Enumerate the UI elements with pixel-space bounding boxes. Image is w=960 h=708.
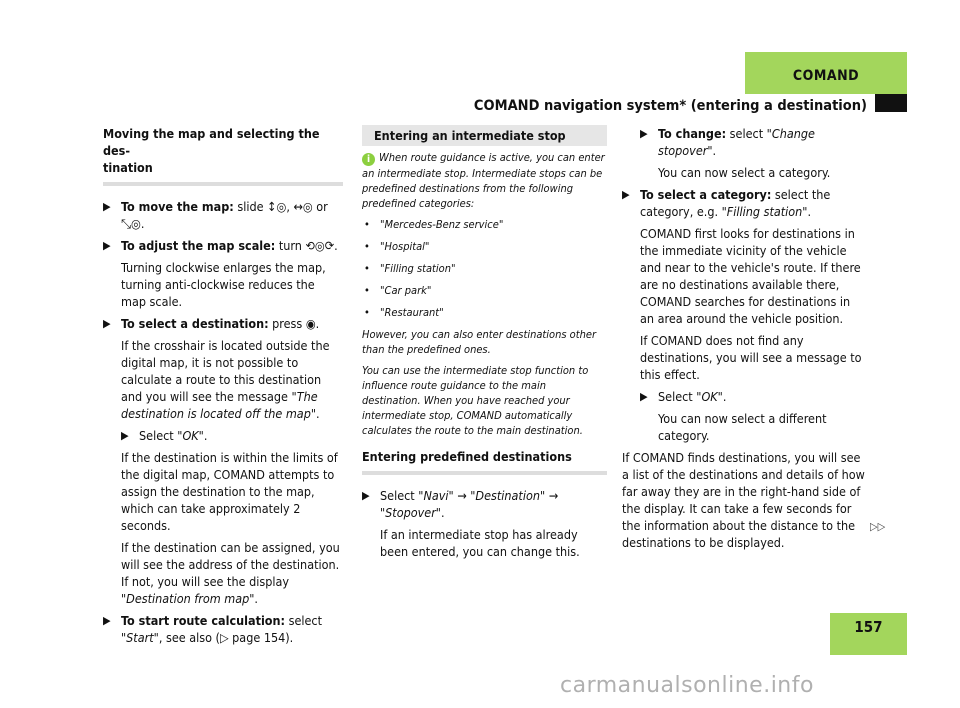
step-adjust-scale <box>103 237 343 254</box>
step-text: select the category, e.g. <box>640 187 831 219</box>
substep-value: "OK" <box>177 428 204 443</box>
step-label: To adjust the map scale: <box>121 238 276 253</box>
step-value: "Navi" → "Destination" → "Stopover" <box>380 488 559 520</box>
step-value: "Filling station" <box>721 204 808 219</box>
arrow-bullet-icon: ▶ <box>103 614 111 627</box>
section-heading <box>103 125 343 176</box>
heading-line-2: tination <box>103 160 153 175</box>
header-marker <box>875 94 907 112</box>
info-note <box>362 150 607 211</box>
step-move-map <box>103 198 343 232</box>
note-paragraph: You can use the intermediate stop function to influence route guidance to the main destination. When you have reached your intermediate stop, COMAND automatically calculates the route to the main destination. <box>362 364 589 437</box>
step-text: slide ↕◎, ↔◎ or ⤡◎. <box>121 199 328 231</box>
arrow-bullet-icon: ▶ <box>103 239 111 252</box>
arrow-bullet-icon: ▶ <box>640 127 648 140</box>
divider <box>362 471 607 475</box>
substep-select-ok: ▶ Select "OK". <box>640 389 727 404</box>
step-text: turn ⟲◎⟳. <box>275 238 338 253</box>
page-subtitle: COMAND navigation system* (entering a destination) <box>473 98 867 114</box>
column-3 <box>622 125 867 551</box>
list-item: • "Filling station" <box>362 261 607 276</box>
message-text: "The destination is located off the map" <box>121 389 318 421</box>
list-item: • "Restaurant" <box>362 305 607 320</box>
step-value: "Change stopover" <box>658 126 815 158</box>
step-label: To start route calculation: <box>121 613 286 628</box>
paragraph: If the destination can be assigned, you will see the address of the destination. If not, you will see the display "Destination from map". <box>121 540 340 606</box>
note-paragraph: However, you can also enter destinations other than the predefined ones. <box>362 328 597 356</box>
arrow-bullet-icon: ▶ <box>640 390 648 403</box>
substep-text: Select <box>139 428 178 443</box>
arrow-bullet-icon: ▶ <box>622 188 630 201</box>
paragraph: COMAND first looks for destinations in the immediate vicinity of the vehicle and near to the vehicle's route. If there are no destinations available there, COMAND searches for destinations in an area around the vehicle position. <box>640 226 861 326</box>
divider <box>103 182 343 186</box>
substep-change: ▶ To change: select "Change stopover". <box>640 126 815 158</box>
step-label: To change: <box>658 126 727 141</box>
list-item: • "Mercedes-Benz service" <box>362 217 607 232</box>
step-text: Select <box>380 488 419 503</box>
step-value: "Start" <box>121 630 159 645</box>
substep-select-ok: ▶ Select "OK". <box>121 428 208 443</box>
step-select-category: ▶ To select a category: select the category, e.g. "Filling station". <box>622 187 831 219</box>
step-text: press ◉. <box>268 316 320 331</box>
arrow-bullet-icon: ▶ <box>103 200 111 213</box>
arrow-bullet-icon: ▶ <box>362 489 370 502</box>
watermark: carmanualsonline.info <box>560 673 814 698</box>
list-item: • "Car park" <box>362 283 607 298</box>
paragraph: Turning clockwise enlarges the map, turning anti-clockwise reduces the map scale. <box>121 260 326 309</box>
arrow-bullet-icon: ▶ <box>121 429 129 442</box>
section-title: COMAND <box>792 68 860 84</box>
paragraph: If an intermediate stop has already been entered, you can change this. <box>380 527 580 559</box>
step-start-route <box>103 612 343 646</box>
note-text: When route guidance is active, you can enter an intermediate stop. Intermediate stops can be predefined destinations from the following predefined categories: <box>362 151 605 210</box>
step-select-stopover: ▶ Select "Navi" → "Destination" → "Stopover". <box>362 488 559 520</box>
paragraph-text: If the destination can be assigned, you will see the address of the destination. If not, you will see the display <box>121 540 340 589</box>
step-text: select <box>285 613 323 628</box>
substep-value: "OK" <box>696 389 723 404</box>
paragraph: You can now select a different category. <box>658 411 827 443</box>
arrow-bullet-icon: ▶ <box>103 317 111 330</box>
column-1 <box>103 125 343 651</box>
paragraph-text: If the crosshair is located outside the digital map, it is not possible to calculate a route to this destination and you will see the message <box>121 338 330 404</box>
column-2 <box>362 125 607 565</box>
paragraph: If the destination is within the limits of the digital map, COMAND attempts to assign the destination to the map, which can take approximately 2 seconds. <box>121 450 338 533</box>
step-tail: , see also (▷ page 154). <box>158 630 294 645</box>
paragraph: If COMAND does not find any destinations, you will see a message to this effect. <box>640 333 862 382</box>
step-select-destination <box>103 315 343 332</box>
page-number: 157 <box>854 618 883 636</box>
paragraph: If the crosshair is located outside the digital map, it is not possible to calculate a route to this destination and you will see the message "The destination is located off the map". <box>121 338 330 421</box>
paragraph: If COMAND finds destinations, you will see a list of the destinations and details of how far away they are in the right-hand side of the display. It can take a few seconds for the information about the distance to the destinations to be displayed. <box>622 450 865 550</box>
step-text: select <box>726 126 767 141</box>
substep-text: Select <box>658 389 697 404</box>
list-item: • "Hospital" <box>362 239 607 254</box>
step-label: To select a category: <box>640 187 772 202</box>
info-icon: i <box>362 153 375 166</box>
section-heading: Entering predefined destinations <box>362 449 572 464</box>
message-text: "Destination from map" <box>121 591 255 606</box>
step-label: To select a destination: <box>121 316 269 331</box>
box-heading: Entering an intermediate stop <box>362 125 607 146</box>
paragraph: You can now select a category. <box>658 165 831 180</box>
heading-line-1: Moving the map and selecting the des- <box>103 126 320 158</box>
continued-icon: ▷▷ <box>870 520 886 533</box>
step-label: To move the map: <box>121 199 234 214</box>
